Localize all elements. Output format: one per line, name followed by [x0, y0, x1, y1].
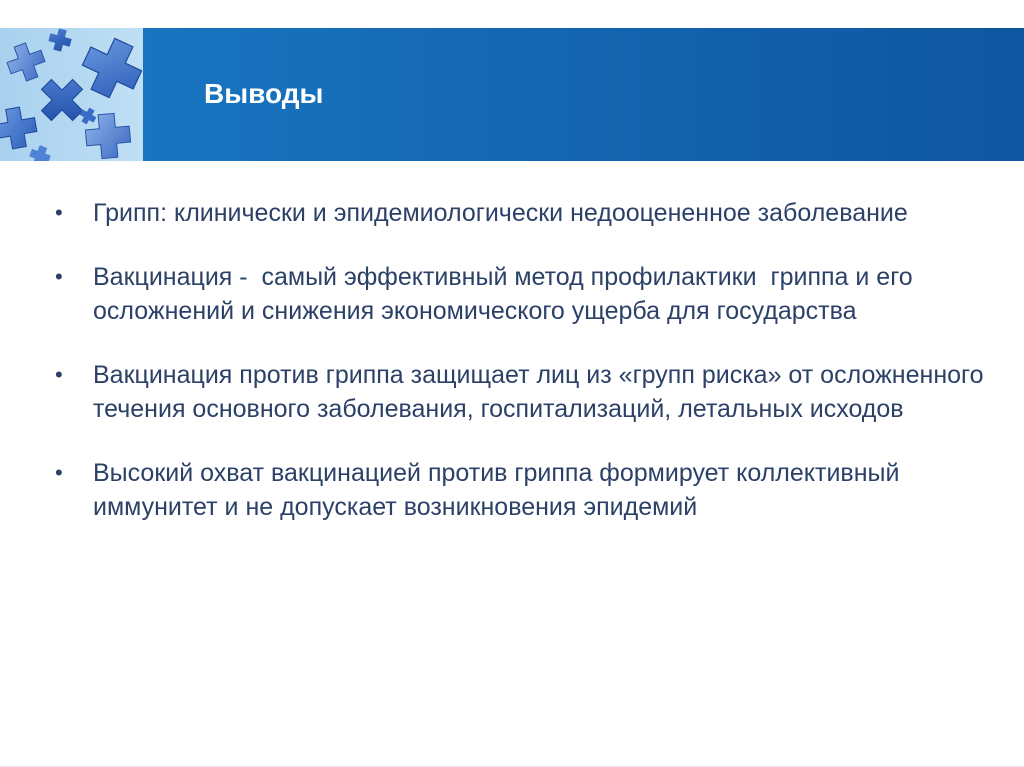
- bullet-text: Вакцинация - самый эффективный метод профилактики гриппа и его осложнений и снижения экономического ущерба для государства: [93, 263, 920, 325]
- title-banner: [0, 28, 1024, 161]
- bullet-item: [55, 456, 985, 524]
- bullet-text: Высокий охват вакцинацией против гриппа формирует коллективный иммунитет и не допускает возникновения эпидемий: [93, 459, 907, 521]
- top-margin: [0, 0, 1024, 28]
- blue-crosses-icon: [0, 28, 143, 161]
- bullet-item: [55, 260, 985, 328]
- bullet-item: [55, 196, 985, 230]
- bullet-list: [55, 196, 991, 554]
- bullet-marker: •: [55, 200, 63, 225]
- bullet-marker: •: [55, 264, 63, 289]
- bullet-marker: •: [55, 362, 63, 387]
- bullet-text: Грипп: клинически и эпидемиологически недооцененное заболевание: [93, 199, 908, 227]
- slide-title: Выводы: [204, 78, 324, 109]
- bullet-text: Вакцинация против гриппа защищает лиц из «групп риска» от осложненного течения основного заболевания, госпитализаций, летальных исходов: [93, 361, 991, 423]
- bullet-item: [55, 358, 991, 426]
- bullet-marker: •: [55, 460, 63, 485]
